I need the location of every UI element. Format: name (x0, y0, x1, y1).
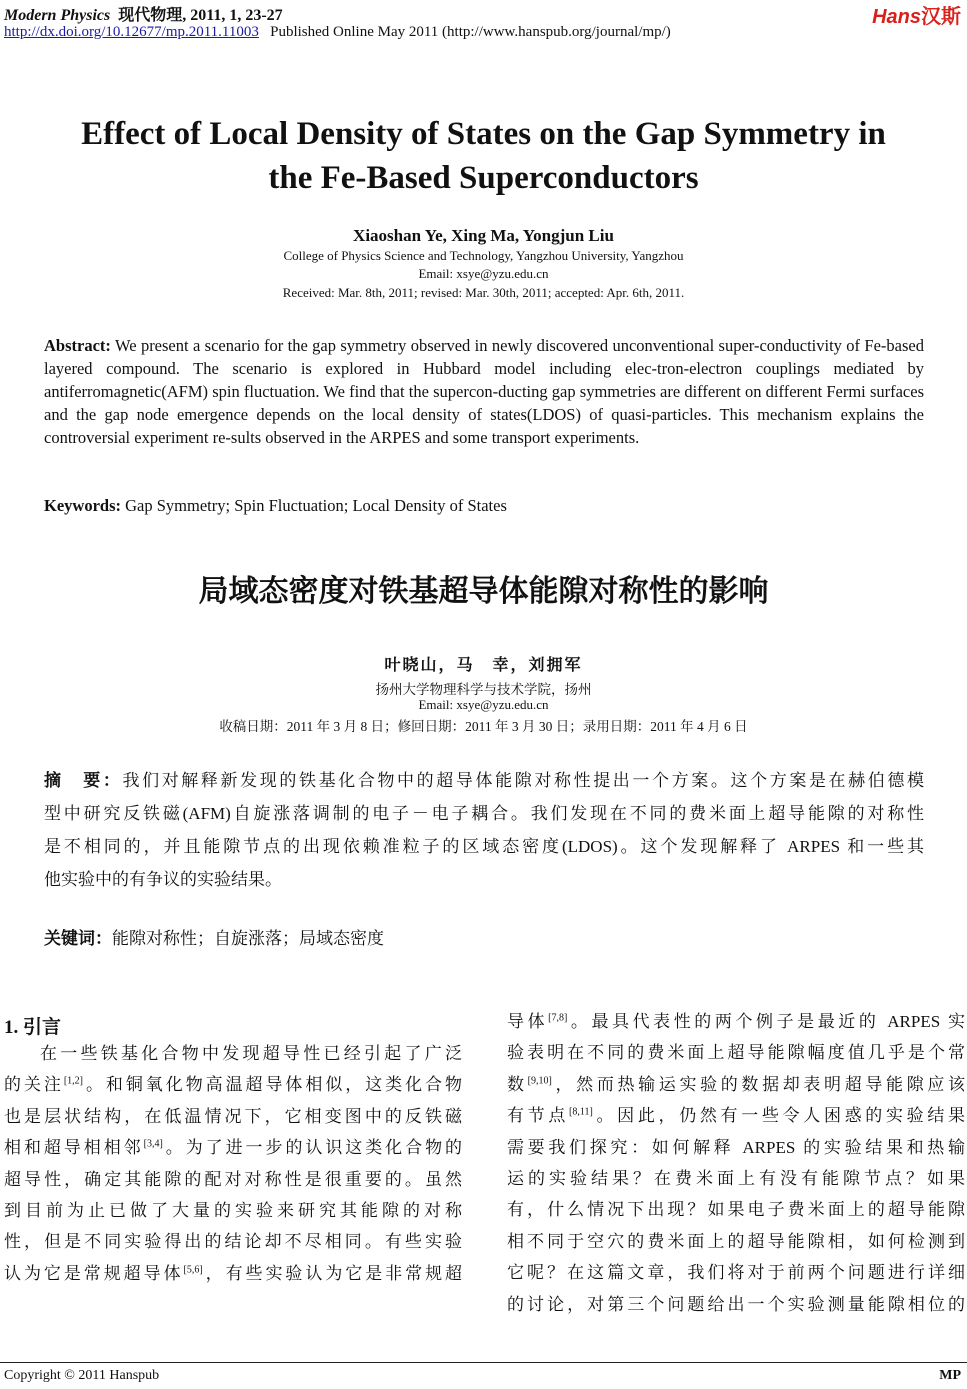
body-text: 导体 (507, 1012, 549, 1031)
authors: Xiaoshan Ye, Xing Ma, Yongjun Liu (353, 226, 614, 245)
journal-name: Modern Physics (4, 7, 111, 24)
cn-abstract (44, 764, 924, 896)
copyright: Copyright © 2011 Hanspub (4, 1368, 160, 1383)
body-text: 它呢？在这篇文章，我们将对于前两个问题进行详细 (507, 1263, 965, 1283)
title-line: Effect of Local Density of States on the Gap Symmetry in (81, 116, 886, 152)
paper-title (0, 112, 967, 200)
abstract (44, 334, 924, 449)
body-text: 验表明在不同的费米面上超导能隙幅度值几乎是个常 (507, 1043, 965, 1063)
title-line: the Fe-Based Superconductors (268, 160, 699, 196)
email: Email: xsye@yzu.edu.cn (418, 266, 549, 281)
cn-affiliation: 扬州大学物理科学与技术学院，扬州 (375, 682, 592, 697)
cn-abstract-text: 是不相同的，并且能隙节点的出现依赖准粒子的区域态密度(LDOS)。这个发现解释了 ARPES 和一些其 (44, 837, 924, 856)
abstract-label: Abstract: (44, 336, 111, 355)
hans-logo: Hans汉斯 (872, 4, 961, 28)
body-line (507, 1194, 965, 1225)
keywords-text: Gap Symmetry; Spin Fluctuation; Local Density of States (121, 496, 507, 515)
cn-abstract-line (44, 830, 924, 863)
cn-abstract-label: 摘 要： (44, 771, 123, 791)
cn-email: Email: xsye@yzu.edu.cn (418, 697, 549, 712)
cn-abstract-text: 型中研究反铁磁(AFM)自旋涨落调制的电子－电子耦合。我们发现在不同的费米面上超导能隙的对称性 (44, 804, 924, 823)
body-text: 也是层状结构，在低温情况下，它相变图中的反铁磁 (4, 1106, 462, 1126)
cn-keywords (44, 924, 384, 949)
cn-authors: 叶晓山，马 幸，刘拥军 (384, 657, 583, 674)
body-text: 超导性，确定其能隙的配对对称性是很重要的。虽然 (4, 1169, 462, 1189)
body-text: ，然而热输运实验的数据却表明超导能隙应该 (551, 1074, 966, 1094)
journal-abbr: MP (939, 1368, 961, 1383)
body-text: 运的实验结果？在费米面上有没有能隙节点？如果 (507, 1168, 965, 1188)
footer-divider (0, 1362, 967, 1363)
body-line (507, 1037, 965, 1068)
doi-link[interactable]: http://dx.doi.org/10.12677/mp.2011.11003 (4, 24, 259, 40)
journal-header (4, 2, 283, 25)
body-text: 。和铜氧化物高温超导体相似，这类化合物 (83, 1075, 463, 1095)
cn-abstract-text: 他实验中的有争议的实验结果。 (44, 870, 282, 889)
journal-citation: 现代物理, 2011, 1, 23-27 (118, 7, 283, 24)
body-right-column (507, 1006, 965, 1320)
keywords-label: Keywords: (44, 496, 121, 515)
body-text: 相和超导相相邻 (4, 1138, 144, 1158)
body-line (4, 1069, 462, 1100)
body-text: 。因此，仍然有一些令人困惑的实验结果 (592, 1106, 966, 1126)
received-dates: Received: Mar. 8th, 2011; revised: Mar. 30th, 2011; accepted: Apr. 6th, 2011. (282, 285, 685, 300)
published-info: Published Online May 2011 (http://www.hanspub.org/journal/mp/) (270, 24, 671, 40)
abstract-text: We present a scenario for the gap symmetry observed in newly discovered unconventional super-conductivity of Fe-based layered compound. The scenario is explored in Hubbard model including elec-tron-electron couplings mediated by antiferromagnetic(AFM) spin fluctuation. We find that the supercon-ducting gap symmetries are different on different Fermi surfaces and the gap node emergence depends on the local density of states(LDOS) of quasi-particles. This mechanism explains the controversial experiment re-sults observed in the ARPES and some transport experiments. (44, 336, 924, 447)
cn-keywords-label: 关键词： (44, 929, 112, 949)
body-text: 的讨论，对第三个问题给出一个实验测量能隙相位的 (507, 1294, 965, 1314)
body-line (4, 1038, 462, 1069)
citation: [9,10] (527, 1075, 552, 1087)
cn-title: 局域态密度对铁基超导体能隙对称性的影响 (198, 574, 769, 609)
cn-keywords-text: 能隙对称性；自旋涨落；局域态密度 (112, 929, 384, 948)
doi-line (4, 24, 671, 41)
body-line (507, 1100, 965, 1131)
body-line (507, 1069, 965, 1100)
body-line (4, 1101, 462, 1132)
section-heading: 1. 引言 (4, 1017, 62, 1038)
body-text: 认为它是常规超导体 (4, 1263, 184, 1283)
body-line (4, 1195, 462, 1226)
body-line (4, 1258, 462, 1289)
body-line (4, 1226, 462, 1257)
body-line (507, 1163, 965, 1194)
cn-abstract-line (44, 797, 924, 830)
body-text: ，有些实验认为它是非常规超 (202, 1263, 463, 1283)
cn-abstract-line (44, 863, 924, 896)
body-line (507, 1226, 965, 1257)
body-line (507, 1132, 965, 1163)
body-text: 数 (507, 1074, 528, 1094)
citation: [8,11] (569, 1106, 593, 1118)
citation: [7,8] (548, 1012, 568, 1024)
citation: [5,6] (183, 1264, 203, 1276)
body-text: 的关注 (4, 1075, 64, 1095)
body-line (507, 1289, 965, 1320)
body-text: 在一些铁基化合物中发现超导性已经引起了广泛 (40, 1044, 462, 1063)
body-text: 到目前为止已做了大量的实验来研究其能隙的对称 (4, 1200, 462, 1220)
citation: [3,4] (143, 1138, 163, 1150)
body-text: 。最具代表性的两个例子是最近的 ARPES 实 (567, 1012, 965, 1031)
body-line (507, 1257, 965, 1288)
cn-abstract-line (44, 764, 924, 797)
body-line (4, 1164, 462, 1195)
body-text: 有，什么情况下出现？如果电子费米面上的超导能隙 (507, 1200, 965, 1220)
body-text: 相不同于空穴的费米面上的超导能隙相，如何检测到 (507, 1231, 965, 1251)
body-text: 需要我们探究：如何解释 ARPES 的实验结果和热输 (507, 1137, 965, 1157)
body-text: 性，但是不同实验得出的结论却不尽相同。有些实验 (4, 1232, 462, 1252)
affiliation: College of Physics Science and Technology, Yangzhou University, Yangzhou (283, 248, 684, 263)
body-text: 。为了进一步的认识这类化合物的 (162, 1138, 463, 1158)
body-line (507, 1006, 965, 1037)
body-text: 有节点 (507, 1106, 570, 1126)
citation: [1,2] (63, 1075, 84, 1087)
cn-abstract-text: 我们对解释新发现的铁基化合物中的超导体能隙对称性提出一个方案。这个方案是在赫伯德模 (122, 771, 925, 790)
body-line (4, 1132, 462, 1163)
cn-received-dates: 收稿日期：2011 年 3 月 8 日；修回日期：2011 年 3 月 30 日；录用日期：2011 年 4 月 6 日 (219, 719, 748, 734)
keywords (44, 496, 507, 516)
body-left-column (4, 1038, 462, 1289)
